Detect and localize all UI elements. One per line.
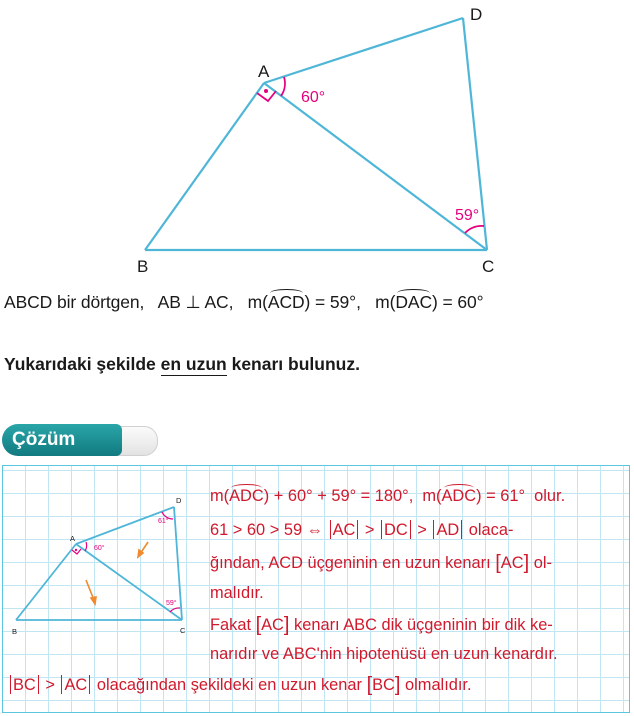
- solution-angle-a: 60°: [94, 545, 105, 552]
- point-label-b: B: [137, 257, 149, 276]
- given-statement: [4, 292, 484, 313]
- right-angle-dot: [264, 89, 268, 93]
- solution-point-d: D: [176, 496, 182, 505]
- given-quadrilateral: ABCD bir dörtgen,: [4, 292, 145, 312]
- angle-label-dac: 60°: [301, 89, 326, 106]
- solution-line-3: ğından, ACD üçgeninin en uzun kenarı [AC] ol-: [210, 552, 552, 574]
- figure-edges: [145, 18, 487, 250]
- point-label-d: D: [470, 5, 483, 24]
- solution-point-c: C: [180, 626, 186, 635]
- solution-angle-c: 59°: [166, 600, 177, 607]
- solution-figure: [2, 490, 208, 650]
- solution-badge: [2, 424, 158, 456]
- solution-line-6: narıdır ve ABC'nin hipotenüsü en uzun kenardır.: [210, 645, 558, 663]
- question-text: Yukarıdaki şekilde en uzun kenarı bulunuz.: [4, 354, 360, 374]
- angle-arc-a: [281, 77, 285, 96]
- solution-badge-label: Çözüm: [2, 424, 122, 456]
- question-underlined: en uzun: [160, 354, 227, 374]
- point-label-c: C: [482, 257, 495, 276]
- edge-ac: [264, 83, 487, 250]
- solution-angle-d: 61°: [158, 518, 169, 525]
- solution-line-1: m(ADC) + 60° + 59° = 180°, m(ADC) = 61° olur.: [210, 487, 566, 505]
- given-angle-acd: m(ACD) = 59°,: [247, 292, 361, 312]
- solution-line-7: BC > AC olacağından şekildeki en uzun kenar [BC] olmalıdır.: [8, 674, 472, 697]
- given-angle-dac: m(DAC) = 60°: [375, 292, 484, 312]
- solution-arc-a: [85, 542, 87, 551]
- angle-label-acd: 59°: [455, 207, 480, 224]
- point-label-a: A: [258, 62, 270, 81]
- solution-point-b: B: [12, 627, 18, 636]
- solution-line-2: 61 > 60 > 59 ⇔ AC > DC > AD olaca-: [210, 521, 514, 539]
- edge-ab: [145, 83, 264, 250]
- given-perpendicular: AB ⊥ AC,: [157, 292, 234, 312]
- solution-line-5: Fakat [AC] kenarı ABC dik üçgeninin bir dik ke-: [210, 614, 553, 636]
- angle-arc-c: [465, 226, 484, 233]
- quadrilateral-figure: [0, 0, 634, 290]
- solution-point-a: A: [70, 534, 76, 543]
- edge-ad: [264, 18, 463, 83]
- solution-line-4: malıdır.: [210, 584, 264, 602]
